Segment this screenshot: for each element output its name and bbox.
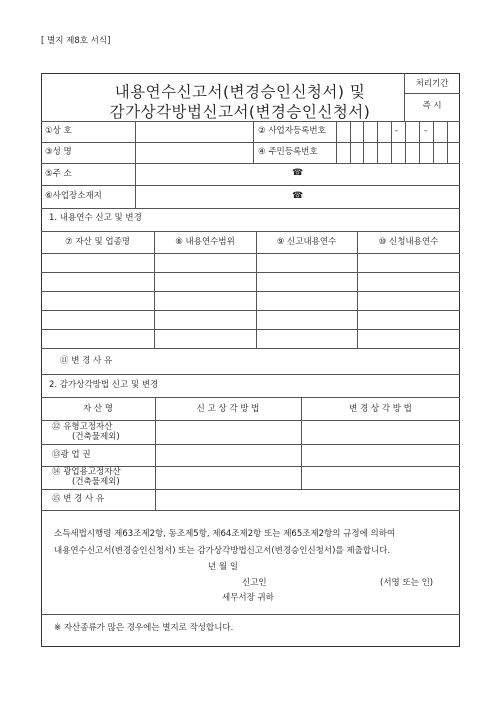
processing-period-value: 즉 시 [422, 101, 442, 111]
phone-icon: ☎ [292, 168, 304, 178]
form-title-line1: 내용연수신고서(변경승인신청서) 및 [114, 83, 366, 101]
phone-icon: ☎ [292, 191, 304, 201]
section2-col-reported: 신 고 상 각 방 법 [196, 404, 260, 414]
address-label: ⑤주 소 [45, 169, 72, 179]
site-label: ⑥사업장소재지 [45, 191, 102, 201]
form-title-line2: 감가상각방법신고서(변경승인신청서) [109, 103, 371, 121]
business-no-label: ② 사업자등록번호 [258, 126, 326, 136]
mining-right-label: ⑬광 업 권 [52, 450, 91, 460]
business-no-sep-1: - [395, 126, 399, 136]
tangible-asset-label: ⑫ 유형고정자산 [52, 422, 113, 432]
mining-asset-label: ⑭ 광업용고정자산 [52, 467, 121, 477]
declaration-line1: 소득세법시행령 제63조제2항, 동조제5항, 제64조제2항 또는 제65조제2항의 규정에 의하여 [54, 529, 396, 539]
tax-office-label: 세무서장 귀하 [222, 593, 274, 603]
section2-col-changed: 변 경 상 각 방 법 [349, 404, 412, 414]
footnote: ※ 자산종류가 많은 경우에는 별지로 작성합니다. [54, 623, 234, 633]
resident-no-label: ④ 주민등록번호 [258, 147, 318, 157]
section2-heading: 2. 감가상각방법 신고 및 변경 [49, 380, 159, 390]
tangible-asset-sub: (건축물제외) [72, 432, 120, 442]
section2-reason-label: ⑮ 변 경 사 유 [52, 494, 105, 504]
section1-heading: 1. 내용연수 신고 및 변경 [49, 213, 142, 223]
processing-period-label: 처리기간 [415, 79, 449, 89]
declaration-line2: 내용연수신고서(변경승인신청서) 또는 감가상각방법신고서(변경승인신청서)를 제출합니다. [54, 546, 391, 556]
form-label: [ 별지 제8호 서식] [41, 36, 111, 46]
declaration-date: 년 월 일 [208, 562, 239, 572]
section1-col-range: ⑧ 내용연수범위 [175, 237, 235, 247]
section1-reason-label: ⑪ 변 경 사 유 [60, 356, 113, 366]
section1-col-asset: ⑦ 자산 및 업종명 [65, 237, 130, 247]
signature-label: (서명 또는 인) [380, 578, 434, 588]
trade-name-label: ①상 호 [45, 126, 72, 136]
business-no-sep-2: - [424, 126, 428, 136]
applicant-label: 신고인 [242, 578, 267, 588]
section1-col-reported: ⑨ 신고내용연수 [276, 237, 337, 247]
section1-col-requested: ⑩ 신청내용연수 [378, 237, 439, 247]
section2-col-asset: 자 산 명 [82, 404, 114, 414]
mining-asset-sub: (건축물제외) [72, 477, 120, 487]
name-label: ③성 명 [45, 147, 72, 157]
